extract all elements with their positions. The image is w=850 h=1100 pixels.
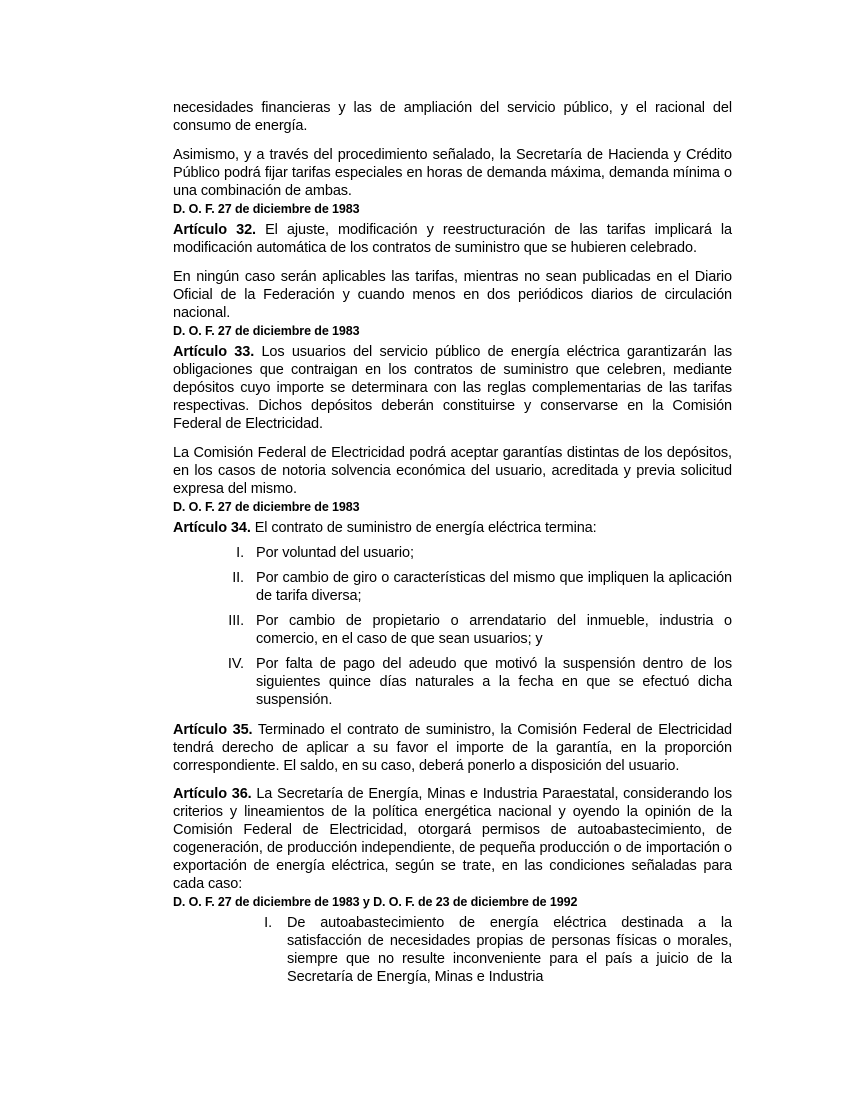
dof-reference-4: D. O. F. 27 de diciembre de 1983 y D. O. F. de 23 de diciembre de 1992 bbox=[173, 895, 578, 909]
dof-reference-1: D. O. F. 27 de diciembre de 1983 bbox=[173, 202, 360, 216]
list-item-text: Por falta de pago del adeudo que motivó la suspensión dentro de los siguientes quince días naturales a la fecha en que se efectuó dicha suspensión. bbox=[256, 656, 732, 708]
article-32-label: Artículo 32. bbox=[173, 222, 256, 238]
article-34-paragraph bbox=[173, 519, 732, 537]
article-32-paragraph bbox=[173, 221, 732, 257]
list-item-text: Por cambio de propietario o arrendatario del inmueble, industria o comercio, en el caso de que sean usuarios; y bbox=[256, 613, 732, 647]
article-35-paragraph bbox=[173, 721, 732, 775]
article-33-paragraph-2: La Comisión Federal de Electricidad podrá aceptar garantías distintas de los depósitos, en los casos de notoria solvencia económica del usuario, acreditada y previa solicitud expresa del mismo. bbox=[173, 445, 732, 497]
article-35-text: Terminado el contrato de suministro, la Comisión Federal de Electricidad tendrá derecho de aplicar a su favor el importe de la garantía, en la proporción correspondiente. El saldo, en su caso, deberá ponerlo a disposición del usuario. bbox=[173, 722, 733, 774]
list-item-text: De autoabastecimiento de energía eléctrica destinada a la satisfacción de necesidades propias de personas físicas o morales, siempre que no resulte inconveniente para el país a juicio de la Secretaría de Energía, Minas e Industria bbox=[287, 915, 732, 985]
article-36-label: Artículo 36. bbox=[173, 786, 252, 802]
document-text-block bbox=[173, 99, 732, 993]
article-36-text: La Secretaría de Energía, Minas e Industria Paraestatal, considerando los criterios y lineamientos de la política energética nacional y oyendo la opinión de la Comisión Federal de Electricidad, otorgará permisos de autoabastecimiento, de cogeneración, de producción independiente, de pequeña producción o de importación o exportación de energía eléctrica, según se trate, en las condiciones señaladas para cada caso: bbox=[173, 786, 733, 892]
list-item-34-3 bbox=[173, 612, 732, 648]
article-33-label: Artículo 33. bbox=[173, 344, 255, 360]
list-item-numeral: I. bbox=[264, 915, 272, 931]
article-33-text: Los usuarios del servicio público de energía eléctrica garantizarán las obligaciones que contraigan en los contratos de suministro que celebren, mediante depósitos cuyo importe se determinara con las reglas complementarias de las tarifas respectivas. Dichos depósitos deberán constituirse y conservarse en la Comisión Federal de Electricidad. bbox=[173, 344, 732, 432]
dof-reference-2: D. O. F. 27 de diciembre de 1983 bbox=[173, 324, 360, 338]
paragraph-intro-continuation: necesidades financieras y las de ampliación del servicio público, y el racional del consumo de energía. bbox=[173, 100, 732, 134]
article-36-paragraph bbox=[173, 785, 732, 893]
list-item-numeral: III. bbox=[228, 613, 244, 629]
article-33-paragraph bbox=[173, 343, 732, 433]
list-item-34-2 bbox=[173, 569, 732, 605]
paragraph-asimismo: Asimismo, y a través del procedimiento señalado, la Secretaría de Hacienda y Crédito Público podrá fijar tarifas especiales en horas de demanda máxima, demanda mínima o una combinación de ambas. bbox=[173, 147, 732, 199]
list-item-34-1 bbox=[173, 544, 732, 562]
article-35-label: Artículo 35. bbox=[173, 722, 253, 738]
list-item-text: Por cambio de giro o características del mismo que impliquen la aplicación de tarifa diversa; bbox=[256, 570, 732, 604]
list-item-numeral: IV. bbox=[227, 656, 244, 672]
article-32-text: El ajuste, modificación y reestructuración de las tarifas implicará la modificación automática de los contratos de suministro que se hubieren celebrado. bbox=[173, 222, 732, 256]
dof-reference-3: D. O. F. 27 de diciembre de 1983 bbox=[173, 500, 360, 514]
article-34-label: Artículo 34. bbox=[173, 520, 251, 536]
list-item-text: Por voluntad del usuario; bbox=[256, 545, 414, 561]
list-item-numeral: II. bbox=[232, 570, 244, 586]
list-item-numeral: I. bbox=[236, 545, 244, 561]
list-item-34-4 bbox=[173, 655, 732, 709]
article-32-paragraph-2: En ningún caso serán aplicables las tarifas, mientras no sean publicadas en el Diario Oficial de la Federación y cuando menos en dos periódicos diarios de circulación nacional. bbox=[173, 269, 732, 321]
list-item-36-1 bbox=[173, 914, 732, 986]
article-34-text: El contrato de suministro de energía eléctrica termina: bbox=[250, 520, 597, 536]
